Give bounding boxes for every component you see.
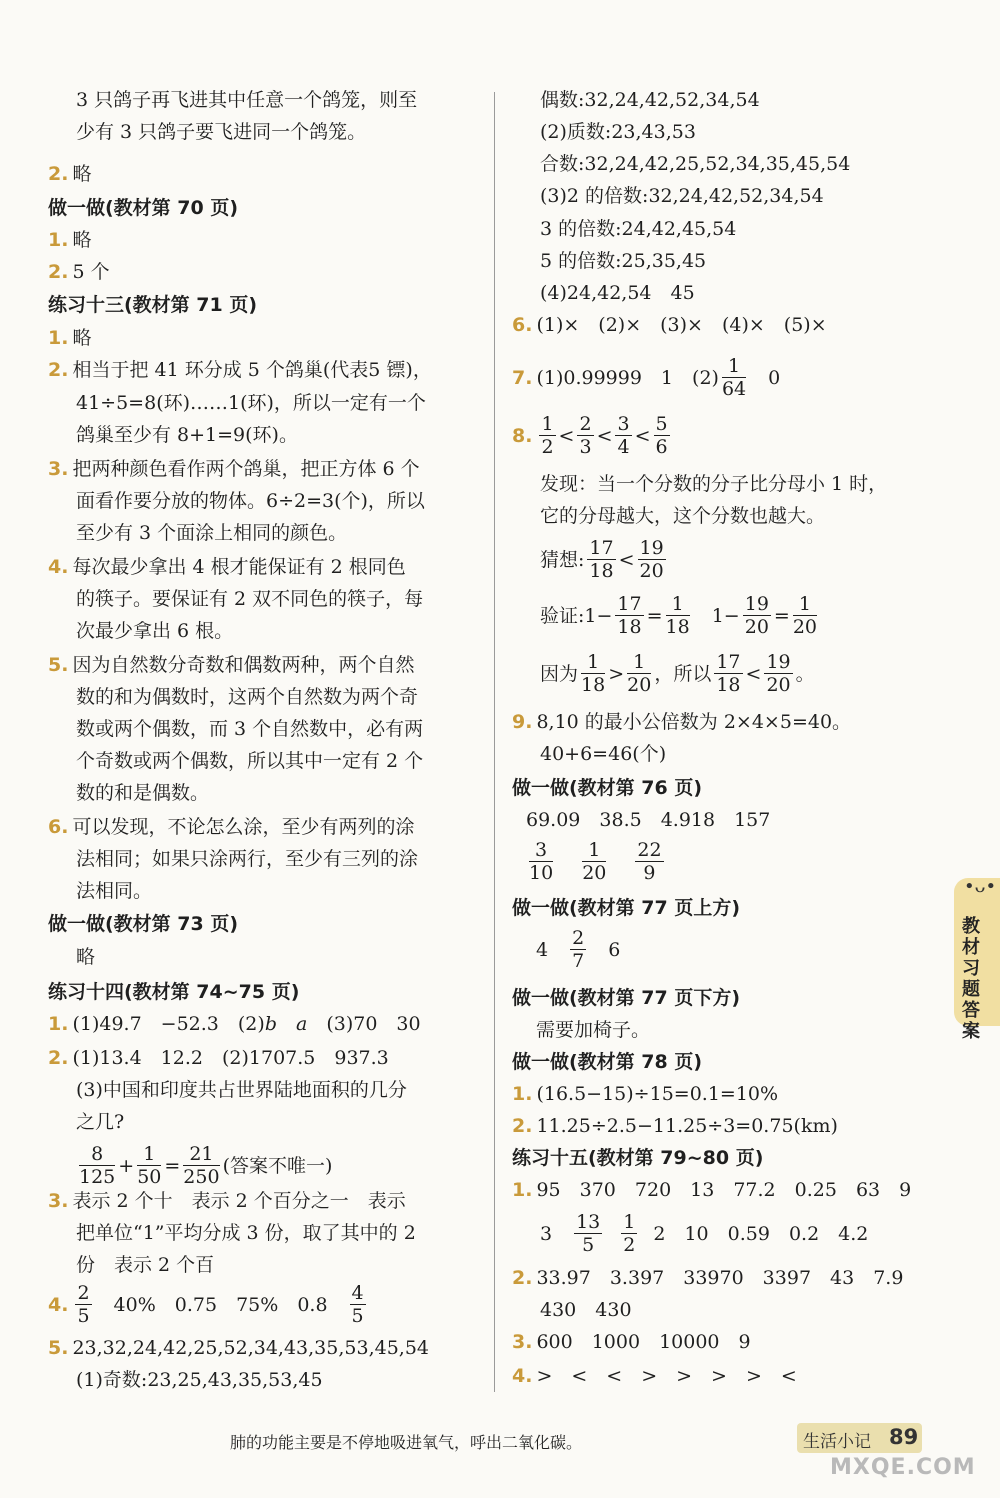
- text: 的筷子。要保证有 2 双不同色的筷子，每: [76, 588, 424, 610]
- answer-line: [76, 779, 209, 807]
- text: (1)× (2)× (3)× (4)× (5)×: [536, 314, 827, 336]
- question-number: 4.: [48, 1294, 69, 1316]
- fraction: [539, 413, 555, 458]
- section-heading: 练习十三(教材第 71 页): [48, 294, 258, 316]
- side-tab: [954, 876, 1000, 1042]
- denominator: 4: [617, 435, 630, 458]
- answer-line: [76, 1251, 214, 1279]
- numerator: 1: [623, 1210, 636, 1233]
- answer-line: [76, 845, 418, 873]
- section-heading: 练习十五(教材第 79~80 页): [512, 1147, 764, 1169]
- text: (3)中国和印度共占世界陆地面积的几分: [76, 1079, 407, 1101]
- question-number: 4.: [48, 556, 69, 578]
- fraction-line: [48, 1283, 369, 1327]
- answer-line: [540, 279, 695, 307]
- denominator: 5: [351, 1304, 364, 1327]
- operator: <: [558, 425, 575, 447]
- fraction-line: [540, 1210, 868, 1258]
- answer-line: [536, 926, 620, 974]
- text: 验证:1−: [540, 605, 613, 627]
- text: (1)奇数:23,25,43,35,53,45: [76, 1369, 323, 1391]
- numerator: 5: [655, 412, 668, 435]
- operator: <: [745, 663, 762, 685]
- question-number: 2.: [48, 261, 69, 283]
- text: 8,10 的最小公倍数为 2×4×5=40。: [536, 711, 852, 733]
- text: 之几?: [76, 1111, 125, 1133]
- text: (1)0.99999 1 (2): [536, 367, 719, 389]
- answer-line: [48, 1044, 389, 1072]
- answer-line: [48, 160, 91, 188]
- answer-line: [536, 1016, 650, 1044]
- answer-line: [48, 324, 91, 352]
- denominator: 20: [582, 861, 607, 884]
- fraction: [577, 413, 593, 458]
- answer-line: [76, 1366, 323, 1394]
- fraction: [635, 839, 663, 884]
- answer-line: [76, 943, 95, 971]
- text: 每次最少拿出 4 根才能保证有 2 根同色: [72, 556, 406, 578]
- answer-line: [512, 1264, 903, 1292]
- text: 41÷5=8(环)……1(环)，所以一定有一个: [76, 392, 426, 414]
- text: 猜想:: [540, 549, 585, 571]
- answer-line: [48, 455, 420, 483]
- text: 2 10 0.59 0.2 4.2: [653, 1223, 869, 1245]
- denominator: 5: [582, 1233, 595, 1256]
- answer-line: [76, 389, 426, 417]
- section-heading: 做一做(教材第 73 页): [48, 913, 239, 935]
- answer-line: [48, 1010, 421, 1038]
- denominator: 20: [639, 559, 664, 582]
- text: 11.25÷2.5−11.25÷3=0.75(km): [536, 1115, 838, 1137]
- numerator: 22: [637, 838, 662, 861]
- text: 3 的倍数:24,42,45,54: [540, 218, 737, 240]
- text: (3)2 的倍数:32,24,42,52,34,54: [540, 185, 824, 207]
- text: 份 表示 2 个百: [76, 1254, 215, 1276]
- answer-line: [76, 118, 366, 146]
- question-number: 3.: [48, 458, 69, 480]
- denominator: 64: [721, 377, 747, 400]
- denominator: 18: [716, 673, 741, 696]
- numerator: 13: [576, 1210, 601, 1233]
- operator: >: [608, 663, 625, 685]
- question-number: 1.: [512, 1083, 533, 1105]
- question-number: 7.: [512, 367, 533, 389]
- answer-line: [76, 487, 425, 515]
- text: 合数:32,24,42,25,52,34,35,45,54: [540, 153, 851, 175]
- text: 法相同。: [76, 880, 153, 902]
- text: 法相同；如果只涂两行，至少有三列的涂: [76, 848, 419, 870]
- answer-line: [76, 1076, 407, 1104]
- denominator: 18: [581, 673, 606, 696]
- numerator: 17: [716, 650, 741, 673]
- text: (16.5−15)÷15=0.1=10%: [536, 1083, 779, 1105]
- answer-line: [512, 1176, 911, 1204]
- answer-line: [540, 247, 706, 275]
- text: > < < > > > > <: [536, 1365, 797, 1387]
- text: 33.97 3.397 33970 3397 43 7.9: [536, 1267, 904, 1289]
- text: 面看作要分放的物体。6÷2=3(个)，所以: [76, 490, 425, 512]
- numerator: 19: [639, 536, 664, 559]
- verify-line: [540, 594, 820, 638]
- fraction: [615, 413, 631, 458]
- answer-line: [540, 86, 760, 114]
- denominator: 6: [655, 435, 668, 458]
- denominator: 7: [572, 949, 585, 972]
- answer-line: [76, 1219, 416, 1247]
- text: 把单位“1”平均分成 3 份，取了其中的 2: [76, 1222, 416, 1244]
- denominator: 3: [579, 435, 592, 458]
- denominator: 10: [529, 861, 554, 884]
- numerator: 4: [351, 1281, 364, 1304]
- guess-line: [540, 538, 669, 582]
- text: 69.09 38.5 4.918 157: [526, 809, 771, 831]
- text: 略: [72, 163, 92, 185]
- question-number: 6.: [512, 314, 533, 336]
- text: [277, 1013, 296, 1035]
- text: 数的和为偶数时，这两个自然数为两个奇: [76, 686, 419, 708]
- text: 95 370 720 13 77.2 0.25 63 9: [536, 1179, 912, 1201]
- fraction: [582, 839, 606, 884]
- fraction: [743, 593, 771, 638]
- text: 0: [749, 367, 781, 389]
- question-number: 6.: [48, 816, 69, 838]
- text: 因为: [540, 663, 579, 685]
- q8-line: [512, 414, 673, 458]
- fraction: [183, 1143, 219, 1188]
- text: 表示 2 个十 表示 2 个百分之一 表示: [72, 1190, 406, 1212]
- text: (2)质数:23,43,53: [540, 121, 696, 143]
- answer-line: [540, 182, 824, 210]
- operator: =: [773, 605, 790, 627]
- answer-line: [76, 683, 418, 711]
- answer-line: [76, 715, 423, 743]
- question-number: 3.: [48, 1190, 69, 1212]
- denominator: 2: [541, 435, 554, 458]
- fraction-line: [526, 838, 690, 886]
- answer-line: [48, 651, 414, 679]
- fraction: [722, 355, 746, 400]
- numerator: 21: [183, 1143, 219, 1166]
- text: 偶数:32,24,42,52,34,54: [540, 89, 760, 111]
- answer-line: [76, 617, 233, 645]
- question-number: 2.: [48, 163, 69, 185]
- text: 略: [76, 946, 96, 968]
- text: 3: [540, 1223, 572, 1245]
- page-label: 生活小记: [803, 1432, 871, 1452]
- column-divider: [494, 92, 495, 1392]
- fraction: [75, 1282, 91, 1327]
- question-number: 5.: [48, 1337, 69, 1359]
- denominator: 2: [623, 1233, 636, 1256]
- numerator: 1: [722, 355, 746, 378]
- answer-line: [48, 1187, 406, 1215]
- text: 40% 0.75 75% 0.8: [94, 1294, 347, 1316]
- text: 1−: [692, 605, 740, 627]
- text: 4: [536, 939, 568, 961]
- answer-line: [48, 258, 110, 286]
- fraction-line: [76, 1144, 332, 1188]
- side-tab-label: 教材习题答案: [962, 916, 980, 1042]
- footer-note: 肺的功能主要是不停地吸进氧气，呼出二氧化碳。: [230, 1433, 583, 1452]
- answer-line: [540, 150, 850, 178]
- text: 5 的倍数:25,35,45: [540, 250, 707, 272]
- fraction: [350, 1282, 366, 1327]
- answer-line: [76, 585, 423, 613]
- fraction: [615, 593, 643, 638]
- variable-b: b: [264, 1013, 277, 1035]
- answer-line: [512, 1112, 838, 1140]
- numerator: 1: [666, 593, 690, 616]
- text: 。: [795, 663, 815, 685]
- denominator: 9: [643, 861, 656, 884]
- tab-mascot-icon: •ᴗ•: [964, 876, 997, 897]
- question-number: 8.: [512, 425, 533, 447]
- text: ，所以: [654, 663, 712, 685]
- finding-line: [540, 502, 825, 530]
- numerator: 1: [541, 412, 554, 435]
- answer-line: [540, 215, 736, 243]
- text: 可以发现，不论怎么涂，至少有两列的涂: [72, 816, 415, 838]
- section-heading: 练习十四(教材第 74~75 页): [48, 981, 300, 1003]
- text: 次最少拿出 6 根。: [76, 620, 234, 642]
- text: 少有 3 只鸽子要飞进同一个鸽笼。: [76, 121, 367, 143]
- text: 把两种颜色看作两个鸽巢，把正方体 6 个: [72, 458, 420, 480]
- numerator: 8: [79, 1143, 115, 1166]
- fraction: [638, 537, 666, 582]
- fraction: [570, 927, 586, 972]
- answer-line: [512, 311, 827, 339]
- watermark: MXQE.COM: [830, 1455, 976, 1480]
- text: 40+6=46(个): [540, 743, 667, 765]
- section-heading: 做一做(教材第 77 页上方): [512, 897, 741, 919]
- text: 相当于把 41 环分成 5 个鸽巢(代表5 镖)，: [72, 359, 432, 381]
- fraction: [137, 1143, 161, 1188]
- question-number: 1.: [48, 1013, 69, 1035]
- operator: <: [596, 425, 613, 447]
- answer-line: [76, 421, 298, 449]
- fraction: [574, 1211, 602, 1256]
- text: 430 430: [540, 1299, 632, 1321]
- text: 它的分母越大，这个分数也越大。: [540, 505, 826, 527]
- question-number: 1.: [48, 229, 69, 251]
- denominator: 18: [589, 559, 614, 582]
- text: (4)24,42,54 45: [540, 282, 695, 304]
- answer-line: [76, 1108, 124, 1136]
- text: 3 只鸽子再飞进其中任意一个鸽笼，则至: [76, 89, 418, 111]
- question-number: 9.: [512, 711, 533, 733]
- text: 至少有 3 个面涂上相同的颜色。: [76, 522, 348, 544]
- denominator: 125: [79, 1165, 116, 1188]
- numerator: 3: [617, 412, 630, 435]
- answer-line: [76, 877, 152, 905]
- question-number: 2.: [48, 1047, 69, 1069]
- section-heading: 做一做(教材第 76 页): [512, 777, 703, 799]
- numerator: 1: [793, 593, 817, 616]
- answer-line: [540, 118, 696, 146]
- fraction: [654, 413, 670, 458]
- text: (答案不唯一): [222, 1155, 333, 1177]
- answer-line: [512, 1362, 797, 1390]
- text: 23,32,24,42,25,52,34,43,35,53,45,54: [72, 1337, 430, 1359]
- question-number: 1.: [48, 327, 69, 349]
- answer-line: [526, 806, 770, 834]
- section-heading: 做一做(教材第 77 页下方): [512, 987, 741, 1009]
- because-line: [540, 652, 815, 696]
- text: =: [164, 1155, 181, 1177]
- numerator: 3: [529, 839, 553, 862]
- text: 数的和是偶数。: [76, 782, 210, 804]
- denominator: 18: [665, 615, 690, 638]
- answer-line: [48, 1334, 429, 1362]
- answer-line: [76, 519, 347, 547]
- q9-line1: [512, 708, 851, 736]
- text: +: [118, 1155, 135, 1177]
- fraction: [581, 651, 605, 696]
- question-number: 1.: [512, 1179, 533, 1201]
- question-number: 2.: [48, 359, 69, 381]
- text: (1)49.7 −52.3 (2): [72, 1013, 265, 1035]
- q7-line: [512, 356, 780, 400]
- text: 600 1000 10000 9: [536, 1331, 751, 1353]
- fraction: [587, 537, 615, 582]
- denominator: 250: [183, 1165, 220, 1188]
- variable-a: a: [296, 1013, 308, 1035]
- answer-line: [48, 226, 91, 254]
- question-number: 3.: [512, 1331, 533, 1353]
- answer-line: [48, 553, 406, 581]
- denominator: 20: [792, 615, 818, 638]
- fraction: [79, 1143, 115, 1188]
- answer-line: [512, 1080, 778, 1108]
- text: 个奇数或两个偶数，所以其中一定有 2 个: [76, 750, 424, 772]
- fraction: [621, 1211, 637, 1256]
- answer-line: [540, 1296, 632, 1324]
- fraction: [529, 839, 553, 884]
- answer-line: [48, 813, 414, 841]
- text: 数或两个偶数，而 3 个自然数中，必有两: [76, 718, 424, 740]
- question-number: 4.: [512, 1365, 533, 1387]
- numerator: 2: [572, 926, 585, 949]
- numerator: 1: [582, 839, 606, 862]
- answer-line: [48, 356, 432, 384]
- numerator: 1: [137, 1143, 161, 1166]
- text: 略: [72, 327, 92, 349]
- text: (3)70 30: [307, 1013, 421, 1035]
- fraction: [714, 651, 742, 696]
- answer-line: [76, 747, 423, 775]
- denominator: 50: [137, 1165, 162, 1188]
- fraction: [666, 593, 690, 638]
- question-number: 5.: [48, 654, 69, 676]
- question-number: 2.: [512, 1267, 533, 1289]
- numerator: 19: [766, 650, 791, 673]
- text: 发现：当一个分数的分子比分母小 1 时，: [540, 473, 888, 495]
- fraction: [793, 593, 817, 638]
- text: 5 个: [72, 261, 110, 283]
- operator: <: [618, 549, 635, 571]
- numerator: 19: [744, 592, 769, 615]
- page-number-box: [797, 1423, 922, 1453]
- denominator: 20: [766, 673, 791, 696]
- text: 鸽巢至少有 8+1=9(环)。: [76, 424, 298, 446]
- section-heading: 做一做(教材第 70 页): [48, 197, 239, 219]
- page-number: 89: [889, 1425, 919, 1449]
- finding-line: [540, 470, 887, 498]
- text: 6: [589, 939, 621, 961]
- text: 因为自然数分奇数和偶数两种，两个自然: [72, 654, 415, 676]
- operator: =: [646, 605, 663, 627]
- text: 需要加椅子。: [536, 1019, 651, 1041]
- fraction: [627, 651, 651, 696]
- numerator: 17: [589, 536, 614, 559]
- denominator: 20: [627, 673, 652, 696]
- denominator: 20: [744, 615, 769, 638]
- fraction: [764, 651, 792, 696]
- section-heading: 做一做(教材第 78 页): [512, 1051, 703, 1073]
- operator: <: [634, 425, 651, 447]
- text: 略: [72, 229, 92, 251]
- denominator: 5: [77, 1304, 90, 1327]
- text: (1)13.4 12.2 (2)1707.5 937.3: [72, 1047, 389, 1069]
- numerator: 1: [627, 651, 651, 674]
- numerator: 17: [617, 592, 642, 615]
- denominator: 18: [617, 615, 642, 638]
- numerator: 1: [581, 651, 605, 674]
- answer-line: [512, 1328, 751, 1356]
- numerator: 2: [579, 412, 592, 435]
- q9-line2: [540, 740, 666, 768]
- question-number: 2.: [512, 1115, 533, 1137]
- numerator: 2: [77, 1281, 90, 1304]
- answer-line: [76, 86, 417, 114]
